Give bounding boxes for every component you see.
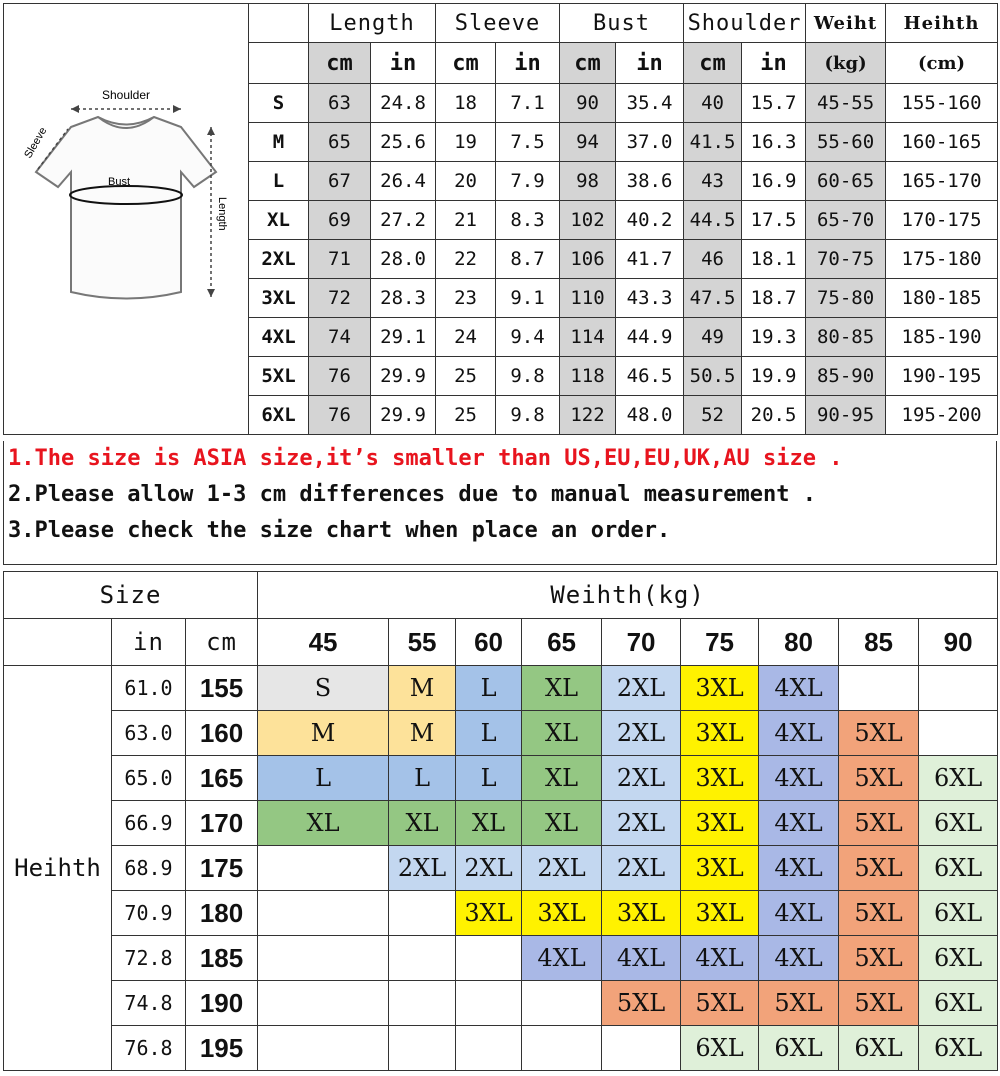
recommended-size-cell (389, 936, 456, 981)
recommended-size-cell: 3XL (522, 891, 602, 936)
sleeve-label: Sleeve (22, 125, 50, 161)
recommended-size-cell: M (389, 666, 456, 711)
recommended-size-cell: 6XL (919, 1026, 998, 1071)
shoulder-in-cell: 16.9 (742, 162, 806, 201)
length-label: Length (216, 197, 228, 231)
sleeve-in-cell: 7.1 (496, 84, 560, 123)
recommended-size-cell (919, 711, 998, 756)
height-cell: 160-165 (886, 123, 998, 162)
length-in-cell: 25.6 (371, 123, 436, 162)
recommended-size-cell: 3XL (681, 801, 759, 846)
recommended-size-cell: XL (258, 801, 389, 846)
height-in-cell: 72.8 (112, 936, 186, 981)
recommended-size-cell: 2XL (522, 846, 602, 891)
length-cm-cell: 69 (309, 201, 371, 240)
bust-in-cell: 46.5 (616, 357, 684, 396)
shoulder-in-cell: 16.3 (742, 123, 806, 162)
shoulder-in-cell: 18.7 (742, 279, 806, 318)
recommended-size-cell: 4XL (759, 756, 839, 801)
recommended-size-cell: 5XL (839, 846, 919, 891)
sleeve-header: Sleeve (436, 4, 560, 43)
weight-column-header: 75 (681, 619, 759, 666)
size-cell: L (249, 162, 309, 201)
weight-label: Weihth(kg) (258, 572, 998, 619)
recommended-size-cell: 6XL (919, 891, 998, 936)
height-cell: 165-170 (886, 162, 998, 201)
weight-cell: 85-90 (806, 357, 886, 396)
recommended-size-cell: XL (389, 801, 456, 846)
note-asia-size: 1.The size is ASIA size,it’s smaller than US,EU,EU,UK,AU size . (8, 446, 843, 471)
recommended-size-cell: 3XL (681, 891, 759, 936)
sleeve-cm-unit: cm (436, 43, 496, 84)
recommended-size-cell: 5XL (602, 981, 681, 1026)
sleeve-cm-cell: 19 (436, 123, 496, 162)
corner-cell (249, 4, 309, 43)
recommended-size-cell: XL (522, 756, 602, 801)
size-recommendation-table (3, 571, 998, 1071)
height-cm-cell: 170 (186, 801, 258, 846)
size-cell: M (249, 123, 309, 162)
recommended-size-cell (258, 936, 389, 981)
sleeve-in-cell: 8.3 (496, 201, 560, 240)
recommended-size-cell (389, 1026, 456, 1071)
length-in-cell: 29.9 (371, 396, 436, 435)
shoulder-label: Shoulder (101, 88, 151, 102)
shoulder-in-cell: 17.5 (742, 201, 806, 240)
recommended-size-cell: XL (456, 801, 522, 846)
recommended-size-cell (602, 1026, 681, 1071)
size-cell: 2XL (249, 240, 309, 279)
height-cm-cell: 195 (186, 1026, 258, 1071)
recommended-size-cell (522, 1026, 602, 1071)
bust-cm-cell: 114 (560, 318, 616, 357)
size-cell: XL (249, 201, 309, 240)
recommended-size-cell (389, 891, 456, 936)
length-in-cell: 28.3 (371, 279, 436, 318)
size-cell: 6XL (249, 396, 309, 435)
weight-cell: 55-60 (806, 123, 886, 162)
tshirt-diagram (4, 4, 249, 435)
recommended-size-cell: XL (522, 711, 602, 756)
recommended-size-cell: 2XL (602, 756, 681, 801)
sleeve-in-cell: 9.4 (496, 318, 560, 357)
bust-cm-cell: 118 (560, 357, 616, 396)
bust-in-cell: 48.0 (616, 396, 684, 435)
bust-cm-cell: 94 (560, 123, 616, 162)
recommended-size-cell (522, 981, 602, 1026)
sleeve-cm-cell: 20 (436, 162, 496, 201)
recommended-size-cell: 3XL (681, 756, 759, 801)
bust-in-cell: 38.6 (616, 162, 684, 201)
height-row (4, 846, 998, 891)
recommended-size-cell: 4XL (759, 936, 839, 981)
recommended-size-cell: 6XL (759, 1026, 839, 1071)
recommended-size-cell: 4XL (681, 936, 759, 981)
recommended-size-cell (456, 981, 522, 1026)
recommended-size-cell: 4XL (759, 666, 839, 711)
length-cm-cell: 76 (309, 357, 371, 396)
bust-in-cell: 43.3 (616, 279, 684, 318)
length-cm-cell: 72 (309, 279, 371, 318)
recommended-size-cell: M (389, 711, 456, 756)
sleeve-in-cell: 9.8 (496, 357, 560, 396)
shoulder-in-cell: 15.7 (742, 84, 806, 123)
sleeve-in-cell: 9.1 (496, 279, 560, 318)
weight-cell: 45-55 (806, 84, 886, 123)
shoulder-cm-cell: 46 (684, 240, 742, 279)
length-cm-cell: 65 (309, 123, 371, 162)
bust-cm-cell: 106 (560, 240, 616, 279)
recommended-size-cell: 5XL (839, 711, 919, 756)
height-in-cell: 74.8 (112, 981, 186, 1026)
recommended-size-cell: 6XL (919, 756, 998, 801)
recommended-size-cell (258, 846, 389, 891)
recommended-size-cell: 5XL (839, 936, 919, 981)
recommended-size-cell: 2XL (602, 801, 681, 846)
recommended-size-cell: 4XL (759, 711, 839, 756)
bust-in-cell: 44.9 (616, 318, 684, 357)
weight-header: Weiht (806, 4, 886, 43)
length-in-unit: in (371, 43, 436, 84)
recommended-size-cell: S (258, 666, 389, 711)
recommended-size-cell (919, 666, 998, 711)
recommended-size-cell: M (258, 711, 389, 756)
length-in-cell: 29.1 (371, 318, 436, 357)
height-in-cell: 63.0 (112, 711, 186, 756)
recommended-size-cell: L (456, 756, 522, 801)
length-cm-cell: 74 (309, 318, 371, 357)
shoulder-cm-cell: 49 (684, 318, 742, 357)
bust-in-unit: in (616, 43, 684, 84)
recommended-size-cell: 5XL (839, 981, 919, 1026)
length-cm-cell: 67 (309, 162, 371, 201)
garment-size-table (3, 3, 998, 435)
recommended-size-cell: L (258, 756, 389, 801)
notes-box (3, 441, 997, 565)
sleeve-cm-cell: 22 (436, 240, 496, 279)
height-cell: 180-185 (886, 279, 998, 318)
height-cm-cell: 185 (186, 936, 258, 981)
height-in-cell: 68.9 (112, 846, 186, 891)
sleeve-cm-cell: 25 (436, 396, 496, 435)
recommended-size-cell: 5XL (839, 756, 919, 801)
note-check-chart: 3.Please check the size chart when place an order. (8, 518, 671, 543)
height-cm-cell: 180 (186, 891, 258, 936)
height-in-cell: 61.0 (112, 666, 186, 711)
height-cell: 190-195 (886, 357, 998, 396)
sleeve-cm-cell: 21 (436, 201, 496, 240)
unit-corner-cell (249, 43, 309, 84)
recommended-size-cell: XL (522, 666, 602, 711)
size-cell: 3XL (249, 279, 309, 318)
weight-column-header: 70 (602, 619, 681, 666)
recommended-size-cell: 6XL (839, 1026, 919, 1071)
recommended-size-cell: 3XL (602, 891, 681, 936)
bust-cm-cell: 90 (560, 84, 616, 123)
shoulder-in-cell: 19.3 (742, 318, 806, 357)
height-cell: 175-180 (886, 240, 998, 279)
recommended-size-cell: 3XL (681, 711, 759, 756)
shoulder-cm-unit: cm (684, 43, 742, 84)
weight-cell: 60-65 (806, 162, 886, 201)
height-row (4, 711, 998, 756)
bust-in-cell: 35.4 (616, 84, 684, 123)
recommended-size-cell: 5XL (759, 981, 839, 1026)
shoulder-cm-cell: 47.5 (684, 279, 742, 318)
weight-column-header: 45 (258, 619, 389, 666)
sleeve-cm-cell: 18 (436, 84, 496, 123)
height-in-cell: 76.8 (112, 1026, 186, 1071)
shoulder-cm-cell: 52 (684, 396, 742, 435)
height-side-label: Heihth (4, 666, 112, 1071)
height-cm-cell: 160 (186, 711, 258, 756)
length-cm-cell: 76 (309, 396, 371, 435)
recommended-size-cell: 2XL (389, 846, 456, 891)
size-cell: 5XL (249, 357, 309, 396)
weight-cell: 65-70 (806, 201, 886, 240)
sleeve-in-cell: 9.8 (496, 396, 560, 435)
recommended-size-cell: 3XL (456, 891, 522, 936)
length-in-cell: 28.0 (371, 240, 436, 279)
recommended-size-cell: 6XL (919, 981, 998, 1026)
height-cell: 195-200 (886, 396, 998, 435)
tshirt-diagram-icon (16, 87, 236, 347)
height-cm-cell: 165 (186, 756, 258, 801)
recommended-size-cell: 5XL (839, 891, 919, 936)
recommended-size-cell: 6XL (919, 846, 998, 891)
shoulder-cm-cell: 50.5 (684, 357, 742, 396)
recommended-size-cell: 6XL (919, 801, 998, 846)
weight-cell: 70-75 (806, 240, 886, 279)
recommended-size-cell: 3XL (681, 846, 759, 891)
shoulder-in-cell: 20.5 (742, 396, 806, 435)
recommended-size-cell: 4XL (759, 801, 839, 846)
recommended-size-cell (258, 891, 389, 936)
blank-cell (4, 619, 112, 666)
shoulder-cm-cell: 41.5 (684, 123, 742, 162)
weight-column-header: 85 (839, 619, 919, 666)
height-cm-cell: 155 (186, 666, 258, 711)
recommended-size-cell: 5XL (839, 801, 919, 846)
shoulder-cm-cell: 44.5 (684, 201, 742, 240)
height-in-cell: 70.9 (112, 891, 186, 936)
weight-unit: (kg) (806, 43, 886, 84)
in-label: in (112, 619, 186, 666)
length-in-cell: 27.2 (371, 201, 436, 240)
recommended-size-cell (456, 1026, 522, 1071)
length-cm-cell: 63 (309, 84, 371, 123)
size-cell: 4XL (249, 318, 309, 357)
weight-cell: 80-85 (806, 318, 886, 357)
shoulder-cm-cell: 40 (684, 84, 742, 123)
size-cell: S (249, 84, 309, 123)
recommended-size-cell (258, 1026, 389, 1071)
weight-column-header: 65 (522, 619, 602, 666)
weight-cell: 90-95 (806, 396, 886, 435)
height-row (4, 801, 998, 846)
height-row (4, 1026, 998, 1071)
recommended-size-cell: 3XL (681, 666, 759, 711)
recommended-size-cell (389, 981, 456, 1026)
weight-cell: 75-80 (806, 279, 886, 318)
recommended-size-cell: XL (522, 801, 602, 846)
height-cell: 185-190 (886, 318, 998, 357)
length-cm-cell: 71 (309, 240, 371, 279)
recommended-size-cell: 2XL (602, 846, 681, 891)
sleeve-in-cell: 7.9 (496, 162, 560, 201)
note-measurement: 2.Please allow 1-3 cm differences due to manual measurement . (8, 482, 816, 507)
bust-cm-cell: 110 (560, 279, 616, 318)
bust-label: Bust (107, 176, 131, 188)
height-cell: 155-160 (886, 84, 998, 123)
height-cm-cell: 175 (186, 846, 258, 891)
recommended-size-cell: 2XL (602, 711, 681, 756)
height-in-cell: 65.0 (112, 756, 186, 801)
bust-cm-cell: 98 (560, 162, 616, 201)
height-row (4, 756, 998, 801)
recommended-size-cell (258, 981, 389, 1026)
recommended-size-cell: 5XL (681, 981, 759, 1026)
height-unit: (cm) (886, 43, 998, 84)
weight-column-header: 60 (456, 619, 522, 666)
recommended-size-cell: L (456, 666, 522, 711)
height-header: Heihth (886, 4, 998, 43)
length-in-cell: 29.9 (371, 357, 436, 396)
sleeve-in-cell: 7.5 (496, 123, 560, 162)
size-label: Size (4, 572, 258, 619)
bust-in-cell: 41.7 (616, 240, 684, 279)
bust-cm-cell: 122 (560, 396, 616, 435)
shoulder-in-cell: 19.9 (742, 357, 806, 396)
length-cm-unit: cm (309, 43, 371, 84)
sleeve-cm-cell: 24 (436, 318, 496, 357)
cm-label: cm (186, 619, 258, 666)
height-row (4, 981, 998, 1026)
recommended-size-cell: 4XL (759, 891, 839, 936)
height-row (4, 666, 998, 711)
recommended-size-cell: 2XL (456, 846, 522, 891)
height-row (4, 936, 998, 981)
length-in-cell: 24.8 (371, 84, 436, 123)
recommended-size-cell: 4XL (522, 936, 602, 981)
recommended-size-cell: 6XL (919, 936, 998, 981)
sleeve-in-unit: in (496, 43, 560, 84)
recommended-size-cell: 4XL (759, 846, 839, 891)
weight-column-header: 55 (389, 619, 456, 666)
height-in-cell: 66.9 (112, 801, 186, 846)
shoulder-in-unit: in (742, 43, 806, 84)
bust-header: Bust (560, 4, 684, 43)
bust-cm-unit: cm (560, 43, 616, 84)
length-header: Length (309, 4, 436, 43)
height-cm-cell: 190 (186, 981, 258, 1026)
length-in-cell: 26.4 (371, 162, 436, 201)
bust-in-cell: 37.0 (616, 123, 684, 162)
bust-in-cell: 40.2 (616, 201, 684, 240)
sleeve-cm-cell: 23 (436, 279, 496, 318)
recommended-size-cell (456, 936, 522, 981)
height-cell: 170-175 (886, 201, 998, 240)
sleeve-in-cell: 8.7 (496, 240, 560, 279)
sleeve-cm-cell: 25 (436, 357, 496, 396)
shoulder-in-cell: 18.1 (742, 240, 806, 279)
recommended-size-cell: L (456, 711, 522, 756)
height-row (4, 891, 998, 936)
bust-cm-cell: 102 (560, 201, 616, 240)
recommended-size-cell (839, 666, 919, 711)
recommended-size-cell: 2XL (602, 666, 681, 711)
recommended-size-cell: 4XL (602, 936, 681, 981)
weight-column-header: 90 (919, 619, 998, 666)
recommended-size-cell: L (389, 756, 456, 801)
recommended-size-cell: 6XL (681, 1026, 759, 1071)
shoulder-cm-cell: 43 (684, 162, 742, 201)
shoulder-header: Shoulder (684, 4, 806, 43)
weight-column-header: 80 (759, 619, 839, 666)
